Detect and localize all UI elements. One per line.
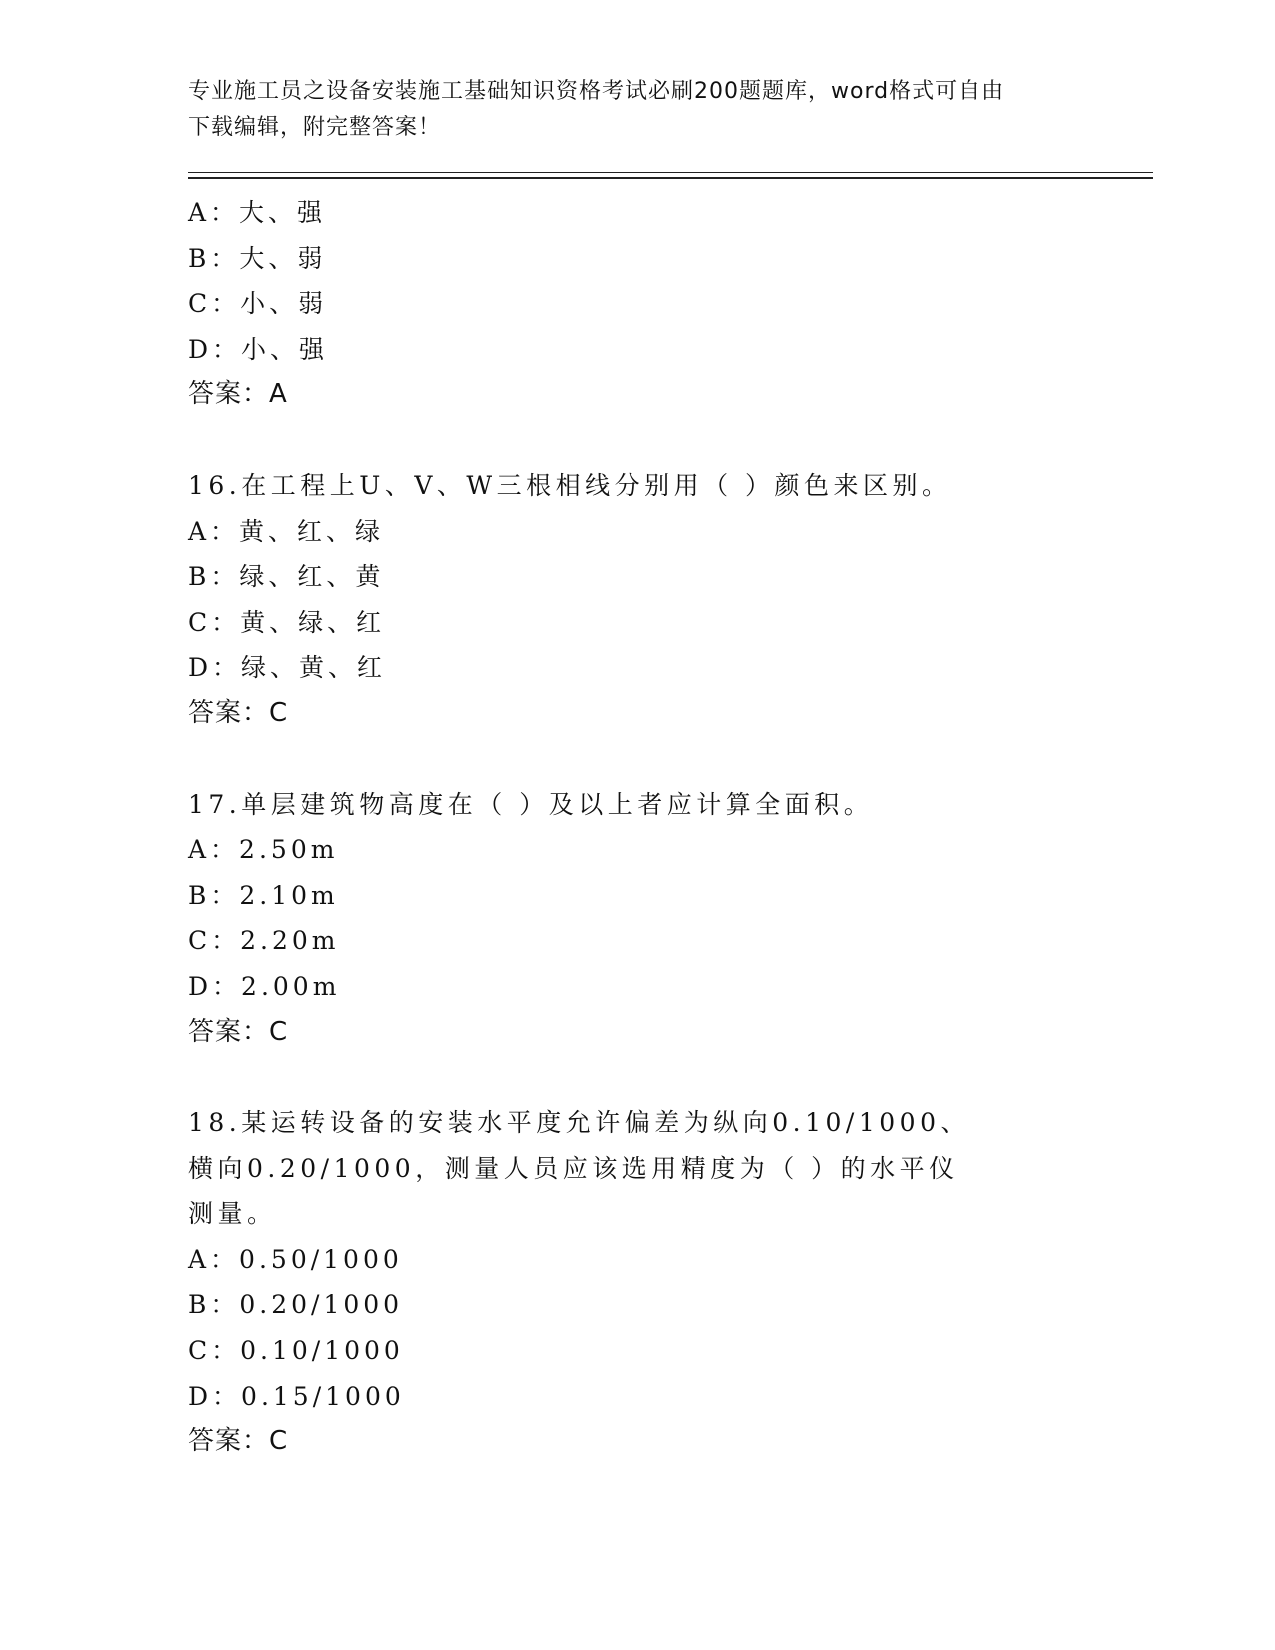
header-title-line-2: 下载编辑，附完整答案！ — [188, 115, 442, 140]
document-header — [188, 74, 1068, 146]
header-divider-bottom — [188, 177, 1153, 179]
answer: 答案：A — [188, 379, 288, 410]
option-c: C：0.10/1000 — [188, 1336, 404, 1366]
option-d: D：绿、黄、红 — [188, 653, 387, 683]
option-b: B：2.10m — [188, 880, 339, 910]
question-15-continued — [188, 190, 1153, 418]
question-stem: 17.单层建筑物高度在（ ）及以上者应计算全面积。 — [188, 789, 874, 819]
option-b: B：0.20/1000 — [188, 1290, 404, 1320]
answer: 答案：C — [188, 1016, 289, 1047]
option-b: B：绿、红、黄 — [188, 562, 385, 592]
question-stem: 16.在工程上U、V、W三根相线分别用（ ）颜色来区别。 — [188, 470, 952, 500]
header-title-line-1: 专业施工员之设备安装施工基础知识资格考试必刷200题题库，word格式可自由 — [188, 79, 1005, 104]
option-c: C：小、弱 — [188, 289, 328, 319]
question-16 — [188, 463, 1153, 737]
question-17 — [188, 782, 1153, 1056]
option-c: C：黄、绿、红 — [188, 607, 386, 637]
question-list — [188, 190, 1153, 1465]
answer: 答案：C — [188, 1426, 289, 1457]
question-stem: 18.某运转设备的安装水平度允许偏差为纵向0.10/1000、横向0.20/1000，测量人员应该选用精度为（ ）的水平仪测量。 — [188, 1108, 970, 1229]
option-c: C：2.20m — [188, 926, 340, 956]
option-a: A：大、强 — [188, 198, 327, 227]
option-d: D：2.00m — [188, 971, 341, 1001]
answer: 答案：C — [188, 697, 289, 728]
option-a: A：0.50/1000 — [188, 1244, 403, 1274]
option-d: D：0.15/1000 — [188, 1381, 405, 1411]
option-a: A：2.50m — [188, 835, 339, 865]
question-18 — [188, 1100, 1153, 1465]
option-a: A：黄、红、绿 — [188, 516, 385, 546]
option-d: D：小、强 — [188, 334, 329, 364]
option-b: B：大、弱 — [188, 243, 327, 273]
header-divider-top — [188, 172, 1153, 173]
